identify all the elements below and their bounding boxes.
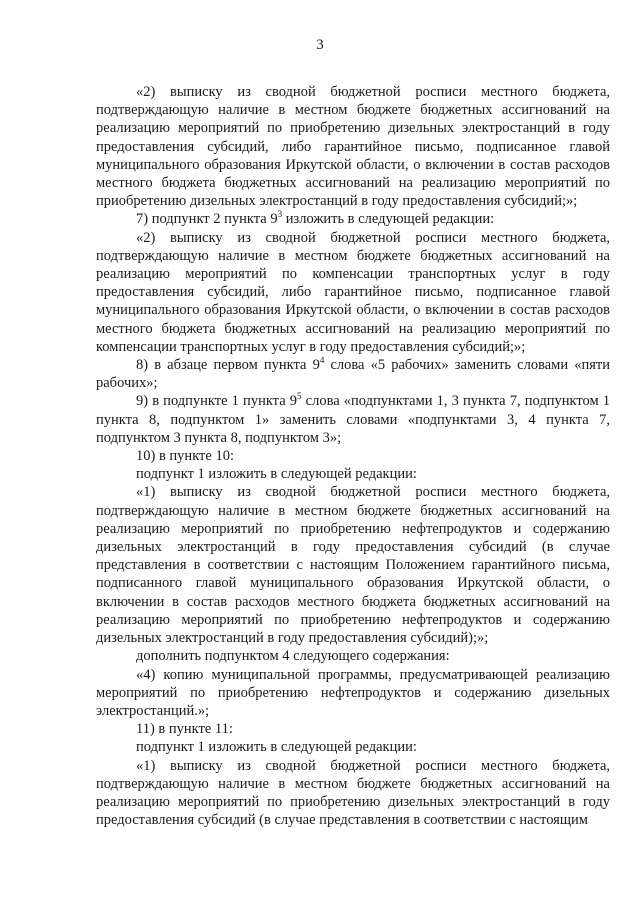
paragraph-10: «4) копию муниципальной программы, предусматривающей реализацию мероприятий по приобретению нефтепродуктов и содержанию дизельных электростанций.»; — [96, 666, 610, 719]
paragraph-4-text: 8) в абзаце первом пункта 9 — [136, 357, 320, 374]
paragraph-5-text: 9) в подпункте 1 пункта 9 — [136, 393, 298, 410]
paragraph-6: 10) в пункте 10: — [136, 448, 234, 465]
superscript-index: 3 — [277, 209, 283, 220]
paragraph-11: 11) в пункте 11: — [136, 721, 233, 738]
superscript-index: 5 — [297, 391, 302, 402]
paragraph-13: «1) выписку из сводной бюджетной росписи местного бюджета, подтверждающую наличие в местном бюджете бюджетных ассигнований на реализацию мероприятий по приобретению дизельных электростанций в году предоставления субсидий (в случае представления в соответствии с настоящим — [96, 757, 610, 829]
paragraph-4 — [96, 356, 610, 392]
paragraph-5-text-end: слова «подпунктами 1, 3 пункта 7, подпунктом 1 пункта 8, подпунктом 1» заменить словами «подпунктами 3, 4 пункта 7, подпунктом 3 пункта 8, подпунктом 3»; — [96, 393, 610, 446]
paragraph-2-text-end: изложить в следующей редакции: — [282, 211, 495, 228]
paragraph-12: подпункт 1 изложить в следующей редакции: — [136, 739, 417, 756]
paragraph-7: подпункт 1 изложить в следующей редакции: — [136, 466, 417, 483]
paragraph-4-text-end: слова «5 рабочих» заменить словами «пяти рабочих»; — [96, 357, 610, 392]
paragraph-9: дополнить подпунктом 4 следующего содержания: — [136, 648, 450, 665]
page-number: 3 — [316, 37, 324, 53]
paragraph-5 — [96, 392, 610, 447]
superscript-index: 4 — [319, 355, 325, 366]
paragraph-2-text: 7) подпункт 2 пункта 9 — [136, 211, 278, 228]
paragraph-8: «1) выписку из сводной бюджетной росписи местного бюджета, подтверждающую наличие в местном бюджете бюджетных ассигнований на реализацию мероприятий по приобретению нефтепродуктов и содержанию дизельных электростанций в году предоставления субсидий (в случае представления в соответствии с настоящим Положением гарантийного письма, подписанного главой муниципального образования Иркутской области, о включении в состав расходов местного бюджета бюджетных ассигнований на реализацию мероприятий по приобретению нефтепродуктов и содержанию дизельных электростанций в году предоставления субсидий);»; — [96, 484, 610, 647]
document-body — [96, 83, 610, 829]
paragraph-2 — [96, 210, 610, 228]
paragraph-3: «2) выписку из сводной бюджетной росписи местного бюджета, подтверждающую наличие в местном бюджете бюджетных ассигнований на реализацию мероприятий по компенсации транспортных услуг в году предоставления субсидий, либо гарантийное письмо, подписанное главой муниципального образования Иркутской области, о включении в состав расходов местного бюджета бюджетных ассигнований на реализацию мероприятий по компенсации транспортных услуг в году предоставления субсидий;»; — [96, 229, 610, 355]
paragraph-1: «2) выписку из сводной бюджетной росписи местного бюджета, подтверждающую наличие в местном бюджете бюджетных ассигнований на реализацию мероприятий по приобретению дизельных электростанций в году предоставления субсидий, либо гарантийное письмо, подписанное главой муниципального образования Иркутской области, о включении в состав расходов местного бюджета бюджетных ассигнований на реализацию мероприятий по приобретению дизельных электростанций в году предоставления субсидий;»; — [96, 84, 610, 210]
